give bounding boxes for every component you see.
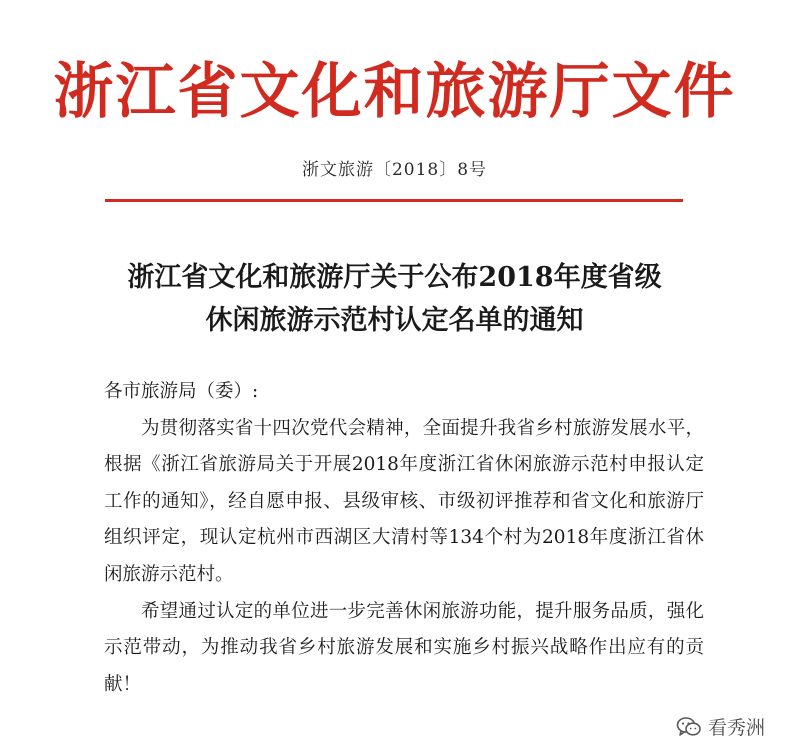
notice-title <box>0 256 789 342</box>
document-number: 浙文旅游〔2018〕8号 <box>301 160 488 180</box>
red-divider <box>105 199 683 202</box>
account-watermark <box>676 713 765 740</box>
notice-paragraph-2: 希望通过认定的单位进一步完善休闲旅游功能，提升服务品质，强化示范带动，为推动我省乡村旅游发展和实施乡村振兴战略作出应有的贡献！ <box>104 600 704 695</box>
notice-title-line-1: 浙江省文化和旅游厅关于公布2018年度省级 <box>127 262 662 293</box>
notice-body <box>104 374 704 703</box>
wechat-icon <box>676 716 702 738</box>
notice-salutation: 各市旅游局（委）: <box>104 381 259 402</box>
watermark-label: 看秀洲 <box>707 717 765 739</box>
notice-title-line-2: 休闲旅游示范村认定名单的通知 <box>205 305 584 336</box>
document-masthead: 浙江省文化和旅游厅文件 <box>53 57 736 127</box>
notice-paragraph-1: 为贯彻落实省十四次党代会精神，全面提升我省乡村旅游发展水平，根据《浙江省旅游局关于开展2018年度浙江省休闲旅游示范村申报认定工作的通知》，经自愿申报、县级审核、市级初评推荐和省文化和旅游厅组织评定，现认定杭州市西湖区大清村等134个村为2018年度浙江省休闲旅游示范村。 <box>104 417 704 585</box>
